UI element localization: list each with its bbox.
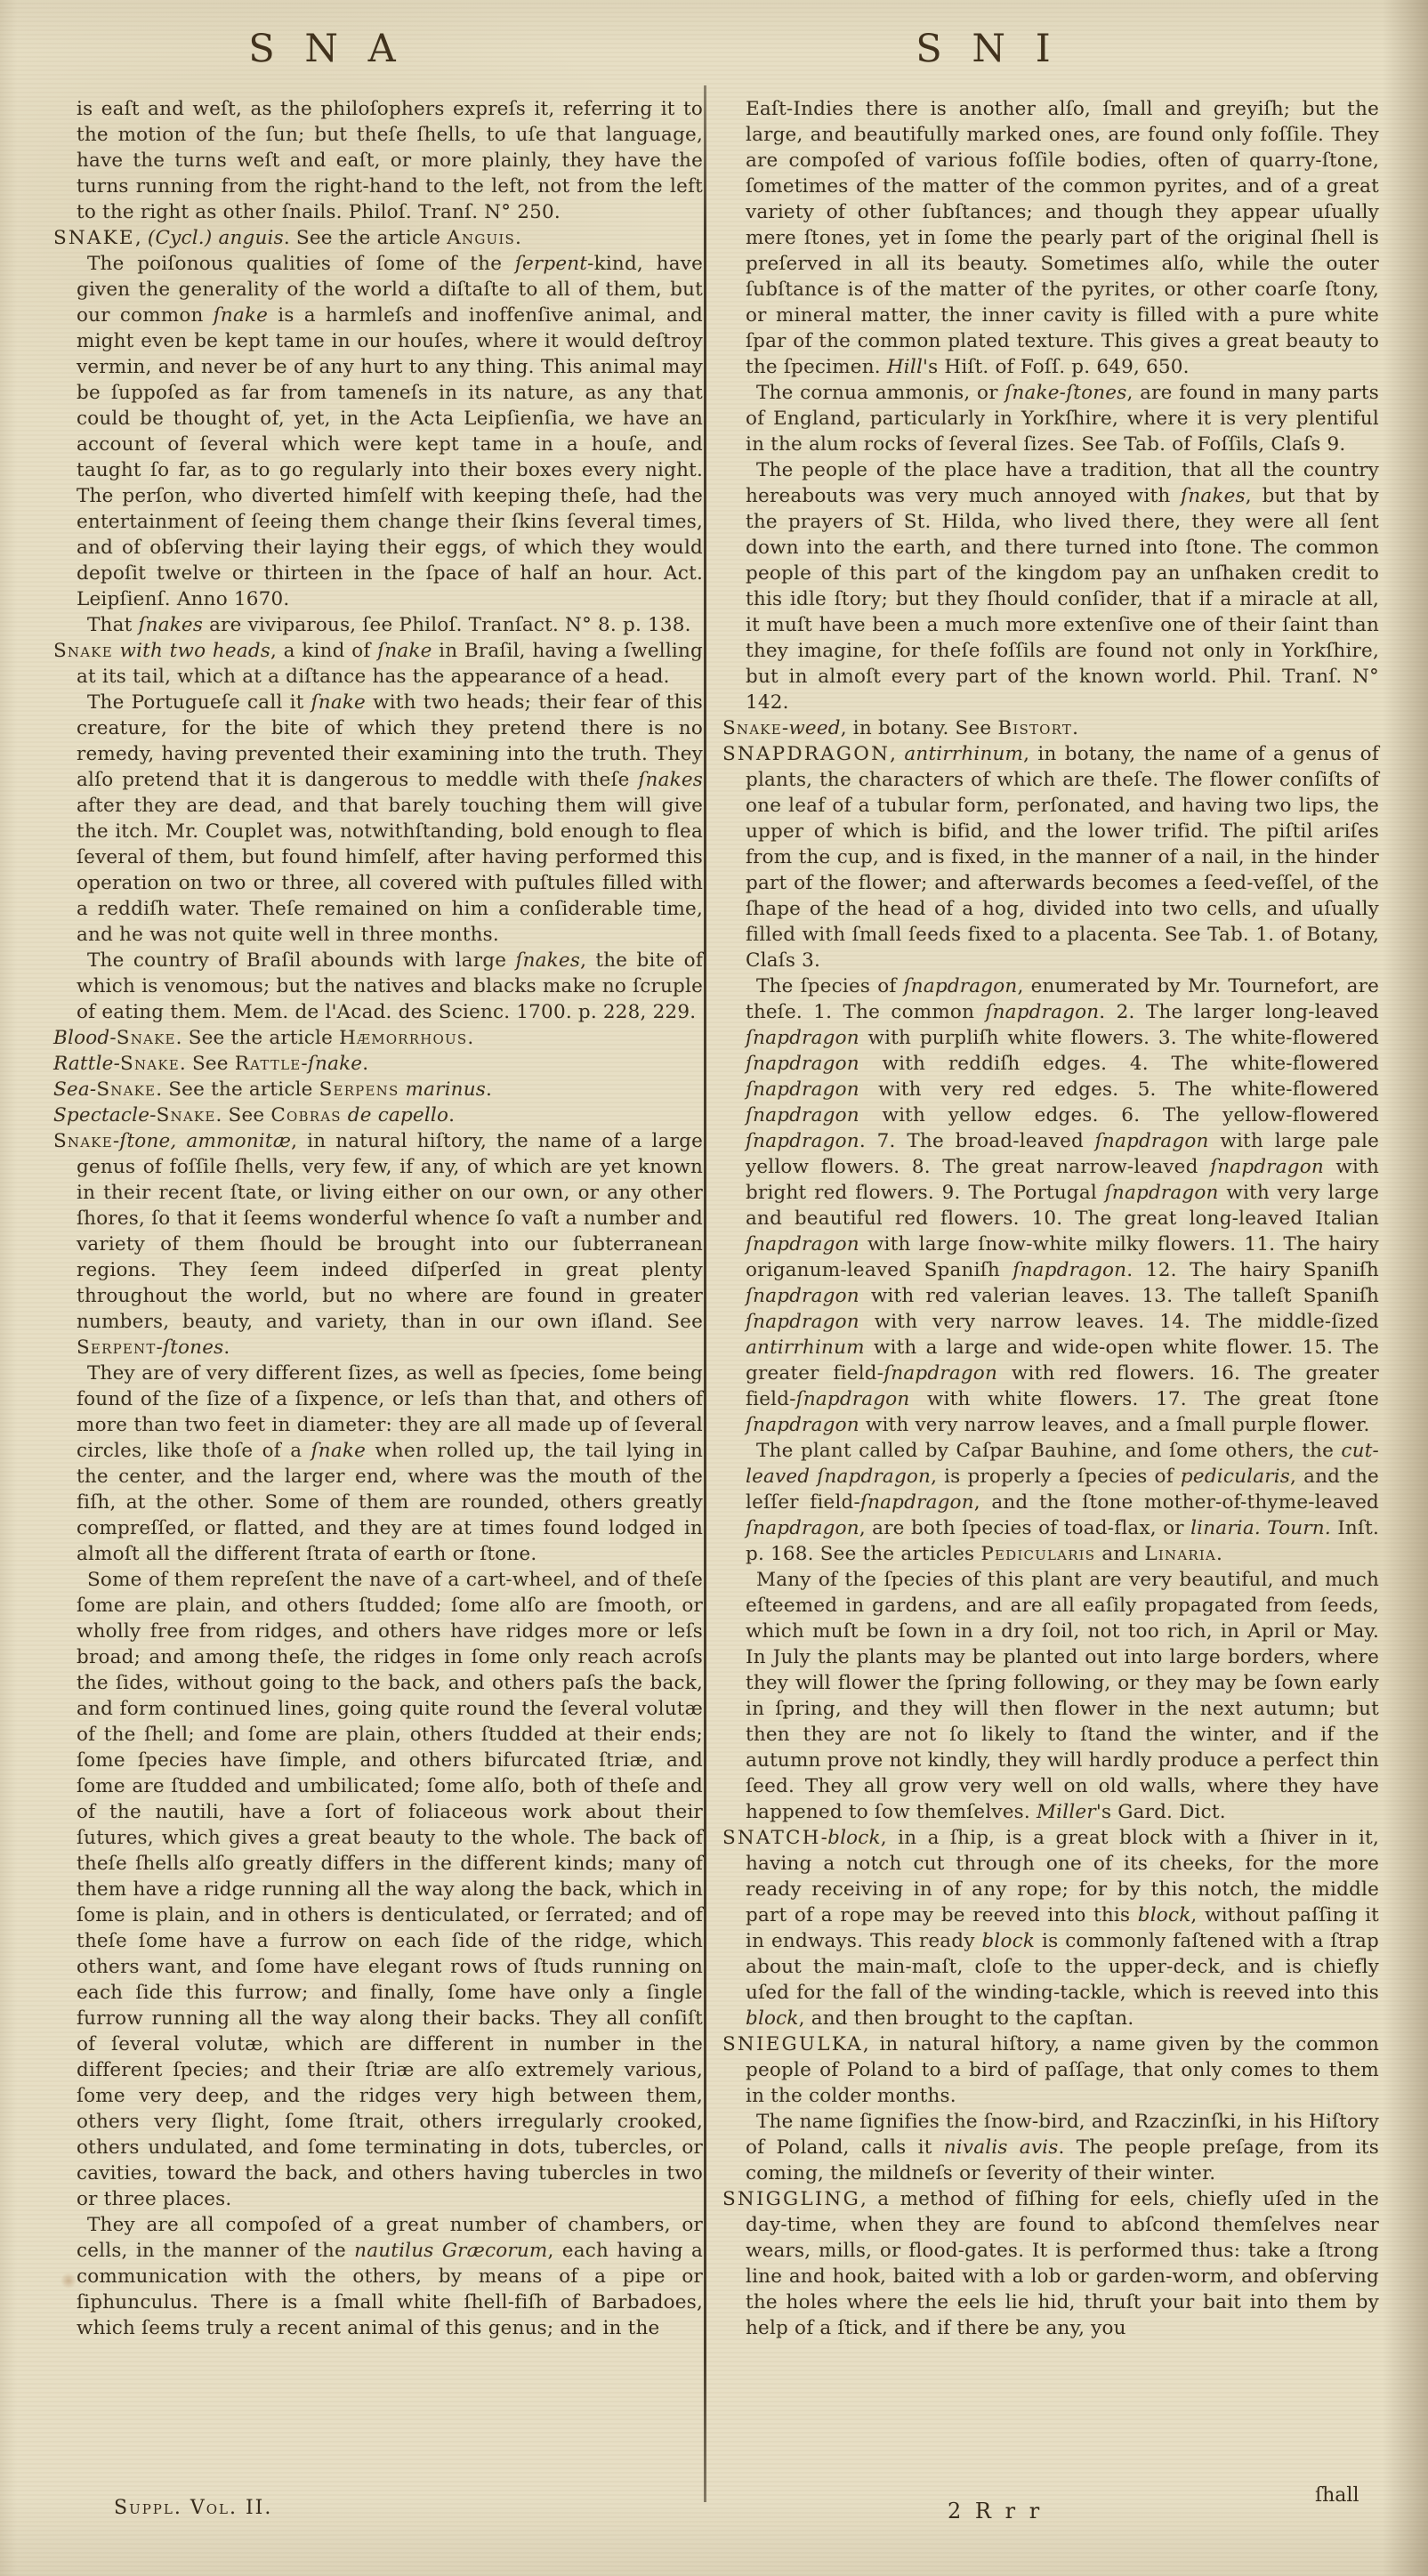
italic-text: ſnapdragon	[746, 1130, 859, 1152]
body-text: are viviparous, ſee Philoſ. Tranſact. N° 8. p. 138.	[203, 614, 691, 636]
body-text: 's Hiſt. of Foſſ. p. 649, 650.	[923, 356, 1190, 378]
body-text: .	[485, 1078, 493, 1101]
body-text: in Braſil, having a ſwelling at its tail, which at a diſtance has the appearance of a head.	[77, 640, 703, 688]
body-text: . See the article	[156, 1078, 319, 1101]
italic-text: ſnake-ſtones	[1004, 382, 1127, 404]
smallcaps-text: Linaria	[1144, 1543, 1217, 1565]
body-text: .	[448, 1104, 456, 1126]
italic-text: ſnapdragon	[746, 1027, 859, 1049]
body-text: Many of the ſpecies of this plant are very beautiful, and much eſteemed in gardens, and are all eaſily propagated from ſeeds, which muſt be ſown in a dry ſoil, not too rich, in April or May. In July the plants may be planted out into large borders, where they will flower the ſpring following, or they may be ſown early in ſpring, and they will then flower in the next autumn; but then they are not ſo likely to ſtand the winter, and if the autumn prove not kindly, they will hardly produce a perfect thin ſeed. They all grow very well on old walls, where they have happened to ſow themſelves.	[746, 1569, 1379, 1823]
italic-text: (Cycl.) anguis	[147, 227, 284, 249]
paragraph	[53, 638, 703, 690]
body-text: , each having a communication with the others, by means of a pipe or ſiphunculus. There is a ſmall white ſhell-fiſh of Barbadoes, which ſeems truly a recent animal of this genus; and in the	[77, 2240, 704, 2339]
paragraph	[746, 96, 1379, 380]
body-text: , are both ſpecies of toad-flax, or	[859, 1517, 1191, 1539]
body-text: , and the ſtone mother-of-thyme-leaved	[973, 1491, 1379, 1514]
smallcaps-text: Snake	[96, 1078, 157, 1101]
body-text: with reddiſh edges. 4. The white-flowered	[859, 1053, 1379, 1075]
body-text: The ſpecies of	[756, 975, 904, 997]
italic-text: block	[746, 2007, 799, 2030]
body-text: The cornua ammonis, or	[756, 382, 1005, 404]
paragraph	[746, 973, 1379, 1438]
body-text: with bright red flowers. 9. The Portugal	[746, 1156, 1379, 1204]
body-text: Eaſt-Indies there is another alſo, ſmall and greyiſh; but the large, and beautifully marked ones, are found only foſſile. They are compoſed of various foſſile bodies, often of quarry-ſtone, ſometimes of the matter of the common pyrites, and of a great variety of other ſubſtances; and though they appear uſually mere ſtones, yet in ſome the pearly part of the original ſhell is preſerved in all its beauty. Sometimes alſo, while the outer ſubſtance is of the matter of the pyrites, or other coarſe ſtony, or mineral matter, the inner cavity is filled with a pure white ſpar of the common plated texture. This gives a great beauty to the ſpecimen.	[746, 98, 1379, 378]
italic-text: weed	[788, 717, 841, 739]
body-text: with very large and beautiful red flowers. 10. The great long-leaved Italian	[746, 1182, 1379, 1230]
body-text: -kind, have given the generality of the world a diſtaſte to all of them, but our common	[77, 253, 703, 327]
paragraph	[722, 2186, 1379, 2341]
body-text: . 12. The hairy Spaniſh	[1126, 1259, 1379, 1281]
body-text: ,	[134, 227, 148, 249]
body-text: with very narrow leaves. 14. The middle-ſized	[859, 1311, 1379, 1333]
smallcaps-text: Pedicularis	[980, 1543, 1096, 1565]
body-text: . See	[215, 1104, 271, 1126]
headword-text: SNIEGULKA	[722, 2033, 863, 2055]
italic-text: ſnake	[377, 640, 432, 662]
italic-text: ſnapdragon	[883, 1362, 998, 1385]
paragraph	[722, 715, 1379, 741]
italic-text: Spectacle-	[53, 1104, 157, 1126]
body-text: and	[1095, 1543, 1145, 1565]
italic-text: antirrhinum	[746, 1336, 865, 1359]
body-text: is eaſt and weſt, as the philoſophers expreſs it, referring it to the motion of the ſun; but theſe ſhells, to uſe that language, have the turns weſt and eaſt, or more plainly, they have the turns running from the right-hand to the left, not from the left to the right as other ſnails. Philoſ. Tranſ. N° 250.	[77, 98, 703, 223]
italic-text: ſnake	[311, 1440, 366, 1462]
body-text: , in natural hiſtory, the name of a large genus of foſſile ſhells, very few, if any, of which are yet known in their recent ſtate, or living either on our own, or any other ſhores, ſo that it ſeems wonderful whence ſo vaſt a number and variety of them ſhould be brought into our ſubterranean regions. They ſeem indeed diſperſed in great plenty throughout the world, but no where are found in greater numbers, beauty, and variety, than in our own iſland. See	[77, 1130, 703, 1333]
italic-text: block	[981, 1930, 1036, 1952]
smallcaps-text: Snake	[53, 640, 113, 662]
body-text: .	[467, 1027, 474, 1049]
body-text: .	[223, 1336, 230, 1359]
smallcaps-text: Serpent	[77, 1336, 157, 1359]
column-divider-rule	[704, 85, 706, 2502]
signature-mark: 2 R r r	[948, 2499, 1044, 2524]
body-text: 's Gard. Dict.	[1095, 1801, 1226, 1823]
italic-text: ſtone, ammonitæ	[119, 1130, 292, 1152]
body-text: .	[514, 227, 522, 249]
smallcaps-text: Snake	[53, 1130, 113, 1152]
italic-text: ſnake	[307, 1053, 363, 1075]
body-text: with red flowers. 16. The greater field-	[746, 1362, 1379, 1410]
body-text: , a method of fiſhing for eels, chiefly uſed in the day-time, when they are found to abſcond themſelves near wears, mills, or flood-gates. It is performed thus: take a ſtrong line and hook, baited with a lob or garden-worm, and obſerving the holes where the eels lie hid, thruſt your bait into them by help of a ſtick, and if there be any, you	[746, 2188, 1379, 2339]
italic-text: ſnapdragon	[746, 1104, 859, 1126]
italic-text: ſnapdragon	[903, 975, 1018, 997]
headword-text: SNAPDRAGON	[722, 743, 891, 765]
body-text: That	[87, 614, 139, 636]
paragraph	[77, 251, 703, 612]
smallcaps-text: Anguis	[447, 227, 515, 249]
body-text: with large pale yellow flowers. 8. The great narrow-leaved	[746, 1130, 1379, 1178]
paragraph	[53, 1025, 703, 1051]
headword-text: SNATCH	[722, 1827, 821, 1849]
body-text: The Portugueſe call it	[87, 691, 311, 714]
body-text: when rolled up, the tail lying in the center, and the larger end, where was the mouth of the fiſh, at the other. Some of them are rounded, others greatly compreſſed, or flatted, and they are at times found lodged in almoſt all the different ſtrata of earth or ſtone.	[77, 1440, 703, 1565]
paragraph	[77, 2212, 703, 2341]
italic-text: ſerpent	[514, 253, 588, 275]
italic-text: with two heads	[119, 640, 271, 662]
smallcaps-text: Snake	[722, 717, 782, 739]
paragraph	[77, 96, 703, 225]
body-text: . 7. The broad-leaved	[859, 1130, 1095, 1152]
catchword: ſhall	[1315, 2484, 1359, 2507]
paragraph	[53, 225, 703, 251]
smallcaps-text: Cobras	[270, 1104, 342, 1126]
body-text: Some of them repreſent the nave of a cart-wheel, and of theſe ſome are plain, and others ſtudded; ſome alſo are ſmooth, or wholly free from ridges, and others have ridges more or leſs broad; and among theſe, the ridges in ſome only reach acroſs the ſides, without going to the back, and others paſs the back, and form continued lines, going quite round the ſeveral volutæ of the ſhell; and ſome are plain, others ſtudded at their ends; ſome ſpecies have ſimple, and others bifurcated ſtriæ, and ſome are ſtudded and umbilicated; ſome alſo, both of theſe and of the nautili, have a ſort of foliaceous work about their ſutures, which gives a great beauty to the whole. The back of theſe ſhells alſo greatly differs in the different kinds; many of them have a ridge running all the way along the back, which in ſome is plain, and in others is denticulated, or ſerrated; and of theſe ſome have a furrow on each ſide of the ridge, which others want, and ſome have elegant rows of ſtuds running on each ſide this furrow; and finally, ſome have only a ſingle furrow running all the way along their backs. They all conſiſt of ſeveral volutæ, which are different in number in the different ſpecies; and their ſtriæ are alſo extremely various, ſome very deep, and the ridges very high between them, others very ſlight, ſome ſtrait, others irregularly crooked, others undulated, and ſome terminating in dots, tubercles, or cavities, toward the back, and others having tubercles in two or three places.	[77, 1569, 703, 2210]
body-text: , in botany, the name of a genus of plants, the characters of which are theſe. The flower conſiſts of one leaf of a tubular form, perſonated, and having two lips, the upper of which is bifid, and the lower trifid. The piſtil ariſes from the cup, and is fixed, in the manner of a nail, in the hinder part of the flower; and afterwards becomes a ſeed-veſſel, of the ſhape of the head of a hog, divided into two cells, and uſually filled with ſmall ſeeds fixed to a placenta. See Tab. 1. of Botany, Claſs 3.	[746, 743, 1379, 972]
text-column-right	[722, 96, 1379, 2341]
italic-text: ſnapdragon	[1210, 1156, 1324, 1178]
italic-text: nautilus Græcorum	[354, 2240, 548, 2262]
body-text: with very red edges. 5. The white-flowered	[859, 1078, 1379, 1101]
body-text: Inſt. p. 168. See the articles	[746, 1517, 1379, 1565]
body-text: , in natural hiſtory, a name given by the common people of Poland to a bird of paſſage, that only comes to them in the colder months.	[746, 2033, 1379, 2107]
body-text: The people of the place have a tradition, that all the country hereabouts was very much annoyed with	[746, 459, 1379, 507]
body-text: , the bite of which is venomous; but the natives and blacks make no ſcruple of eating them. Mem. de l'Acad. des Scienc. 1700. p. 228, 229.	[77, 949, 703, 1023]
smallcaps-text: Rattle	[234, 1053, 302, 1075]
italic-text: Rattle-	[53, 1053, 121, 1075]
body-text: with a large and wide-open white flower. 15. The greater field-	[746, 1336, 1379, 1385]
body-text: with red valerian leaves. 13. The talleſt Spaniſh	[859, 1285, 1379, 1307]
paragraph	[53, 1077, 703, 1102]
italic-text: ſnapdragon	[746, 1078, 859, 1101]
paragraph	[77, 948, 703, 1025]
italic-text: ſnakes	[638, 769, 703, 791]
italic-text: ſnapdragon	[1094, 1130, 1209, 1152]
paragraph	[722, 1825, 1379, 2031]
body-text: . 2. The larger long-leaved	[1099, 1001, 1379, 1023]
body-text: The plant called by Caſpar Bauhine, and ſome others, the	[756, 1440, 1342, 1462]
body-text: -	[301, 1053, 308, 1075]
body-text: , and then brought to the capſtan.	[798, 2007, 1134, 2030]
body-text: with very narrow leaves, and a ſmall purple flower.	[859, 1414, 1370, 1436]
paragraph	[53, 1102, 703, 1128]
body-text: .	[1072, 717, 1079, 739]
paragraph	[53, 1051, 703, 1077]
body-text: . The people preſage, from its coming, the mildneſs or ſeverity of their winter.	[746, 2136, 1379, 2184]
paragraph	[77, 690, 703, 948]
body-text: , a kind of	[270, 640, 378, 662]
body-text: The name ſignifies the ſnow-bird, and Rzaczinſki, in his Hiſtory of Poland, calls it	[746, 2111, 1379, 2159]
italic-text: ſnapdragon	[746, 1517, 859, 1539]
body-text: , enumerated by Mr. Tournefort, are theſe. 1. The common	[746, 975, 1379, 1023]
paragraph	[746, 380, 1379, 457]
body-text: ,	[890, 743, 905, 765]
italic-text: ſnakes	[1181, 485, 1246, 507]
italic-text: block	[1137, 1904, 1191, 1926]
italic-text: ſnapdragon	[985, 1001, 1100, 1023]
body-text: . See the article	[283, 227, 448, 249]
paragraph	[77, 1567, 703, 2212]
italic-text: Hill	[886, 356, 924, 378]
italic-text: ſnake	[213, 304, 269, 327]
body-text: is commonly faſtened with a ſtrap about the main-maſt, cloſe to the upper-deck, and is chiefly uſed for the fall of the winding-tackle, which is reeved into this	[746, 1930, 1379, 2004]
running-head-right: S N I	[916, 27, 1060, 71]
italic-text: ſnapdragon	[795, 1388, 910, 1410]
body-text: . See the article	[175, 1027, 340, 1049]
italic-text: ſnapdragon	[1013, 1259, 1127, 1281]
italic-text: ſnapdragon	[859, 1491, 974, 1514]
italic-text: ſnake	[311, 691, 366, 714]
paragraph	[77, 612, 703, 638]
paragraph	[746, 1567, 1379, 1825]
smallcaps-text: Hæmorrhous	[339, 1027, 468, 1049]
body-text: The country of Braſil abounds with large	[87, 949, 516, 972]
paragraph	[746, 457, 1379, 715]
paragraph	[722, 741, 1379, 973]
smallcaps-text: Snake	[156, 1104, 216, 1126]
body-text: , without paſſing it in endways. This ready	[746, 1904, 1379, 1952]
body-text: . See	[179, 1053, 235, 1075]
body-text: , in botany. See	[840, 717, 998, 739]
smallcaps-text: Snake	[120, 1053, 180, 1075]
running-head-left: S N A	[248, 27, 405, 71]
italic-text: ſnapdragon	[1104, 1182, 1219, 1204]
body-text: , and the leſſer field-	[746, 1466, 1379, 1514]
body-text: with large ſnow-white milky flowers. 11. The hairy origanum-leaved Spaniſh	[746, 1233, 1379, 1281]
body-text: with two heads; their fear of this creature, for the bite of which they pretend there is no remedy, having prevented their examining into the truth. They alſo pretend that it is dangerous to meddle with theſe	[77, 691, 703, 791]
italic-text: ſnapdragon	[746, 1311, 859, 1333]
body-text: .	[1216, 1543, 1223, 1565]
italic-text: pedicularis	[1180, 1466, 1291, 1488]
italic-text: Blood-	[53, 1027, 117, 1049]
body-text: , is properly a ſpecies of	[931, 1466, 1181, 1488]
paragraph	[746, 1438, 1379, 1567]
body-text: -	[781, 717, 789, 739]
paragraph	[53, 1128, 703, 1361]
italic-text: Miller	[1036, 1801, 1096, 1823]
italic-text: marinus	[405, 1078, 486, 1101]
italic-text: ſnapdragon	[746, 1053, 859, 1075]
smallcaps-text: Serpens	[319, 1078, 399, 1101]
body-text: , in a ſhip, is a great block with a ſhiver in it, having a notch cut through one of its cheeks, for the more ready receiving in of any rope; for by this notch, the middle part of a rope may be reeved into this	[746, 1827, 1379, 1926]
smallcaps-text: Bistort	[997, 717, 1073, 739]
italic-text: ſnakes	[138, 614, 204, 636]
italic-text: block	[827, 1827, 881, 1849]
italic-text: linaria. Tourn.	[1190, 1517, 1331, 1539]
body-text: after they are dead, and that barely touching them will give the itch. Mr. Couplet was, notwithſtanding, bold enough to flea ſeveral of them, but found himſelf, after having performed this operation on two or three, all covered with puſtules filled with a reddiſh water. Theſe remained on him a conſiderable time, and he was not quite well in three months.	[77, 795, 703, 946]
body-text: .	[362, 1053, 369, 1075]
body-text	[342, 1104, 348, 1126]
body-text: -	[820, 1827, 828, 1849]
italic-text: ſnakes	[515, 949, 581, 972]
volume-footer: Suppl. Vol. II.	[114, 2497, 273, 2519]
body-text: The poiſonous qualities of ſome of the	[87, 253, 515, 275]
italic-text: de capello	[347, 1104, 449, 1126]
italic-text: cut-leaved ſnapdragon	[746, 1440, 1379, 1488]
body-text: They are all compoſed of a great number of chambers, or cells, in the manner of the	[77, 2214, 703, 2262]
body-text: with yellow edges. 6. The yellow-flowered	[859, 1104, 1379, 1126]
italic-text: ſnapdragon	[746, 1414, 859, 1436]
body-text: with purpliſh white flowers. 3. The white-flowered	[859, 1027, 1379, 1049]
body-text: -	[112, 1130, 120, 1152]
headword-text: SNAKE	[53, 227, 135, 249]
headword-text: SNIGGLING	[722, 2188, 860, 2210]
paragraph	[722, 2031, 1379, 2109]
paragraph	[77, 1361, 703, 1567]
italic-text: ſnapdragon	[746, 1285, 859, 1307]
smallcaps-text: Snake	[116, 1027, 176, 1049]
paragraph	[746, 2109, 1379, 2186]
italic-text: antirrhinum	[904, 743, 1024, 765]
body-text: with white flowers. 17. The great ſtone	[909, 1388, 1379, 1410]
text-column-left	[53, 96, 703, 2341]
body-text: -	[156, 1336, 164, 1359]
italic-text: ſnapdragon	[746, 1233, 859, 1256]
italic-text: nivalis avis	[943, 2136, 1059, 2159]
italic-text: ſtones	[163, 1336, 224, 1359]
body-text: , are found in many parts of England, particularly in Yorkſhire, where it is very plentiful in the alum rocks of ſeveral ſizes. See Tab. of Foſſils, Claſs 9.	[746, 382, 1379, 456]
body-text: is a harmleſs and inoffenſive animal, and might even be kept tame in our houſes, where it would deſtroy vermin, and never be of any hurt to any thing. This animal may be ſuppoſed as far from tameneſs in its nature, as any that could be thought of, yet, in the Acta Leipſienſia, we have an account of ſeveral which were kept tame in a houſe, and taught ſo far, as to go regularly into their boxes every night. The perſon, who diverted himſelf with keeping theſe, had the entertainment of ſeeing them change their ſkins ſeveral times, and of obſerving their laying their eggs, of which they would depoſit twelve or thirteen in the ſpace of half an hour. Act. Leipſienſ. Anno 1670.	[77, 304, 703, 610]
body-text: , but that by the prayers of St. Hilda, who lived there, they were all ſent down into the earth, and there turned into ſtone. The common people of this part of the kingdom pay an unſhaken credit to this idle ſtory; but they ſhould conſider, that if a miracle at all, it muſt have been a much more extenſive one of their ſaint than they imagine, for theſe foſſils are found not only in Yorkſhire, but in almoſt every part of the known world. Phil. Tranſ. N° 142.	[746, 485, 1380, 714]
italic-text: Sea-	[53, 1078, 97, 1101]
body-text: They are of very different ſizes, as well as ſpecies, ſome being found of the ſize of a ſixpence, or leſs than that, and others of more than two feet in diameter: they are all made up of ſeveral circles, like thoſe of a	[77, 1362, 703, 1462]
